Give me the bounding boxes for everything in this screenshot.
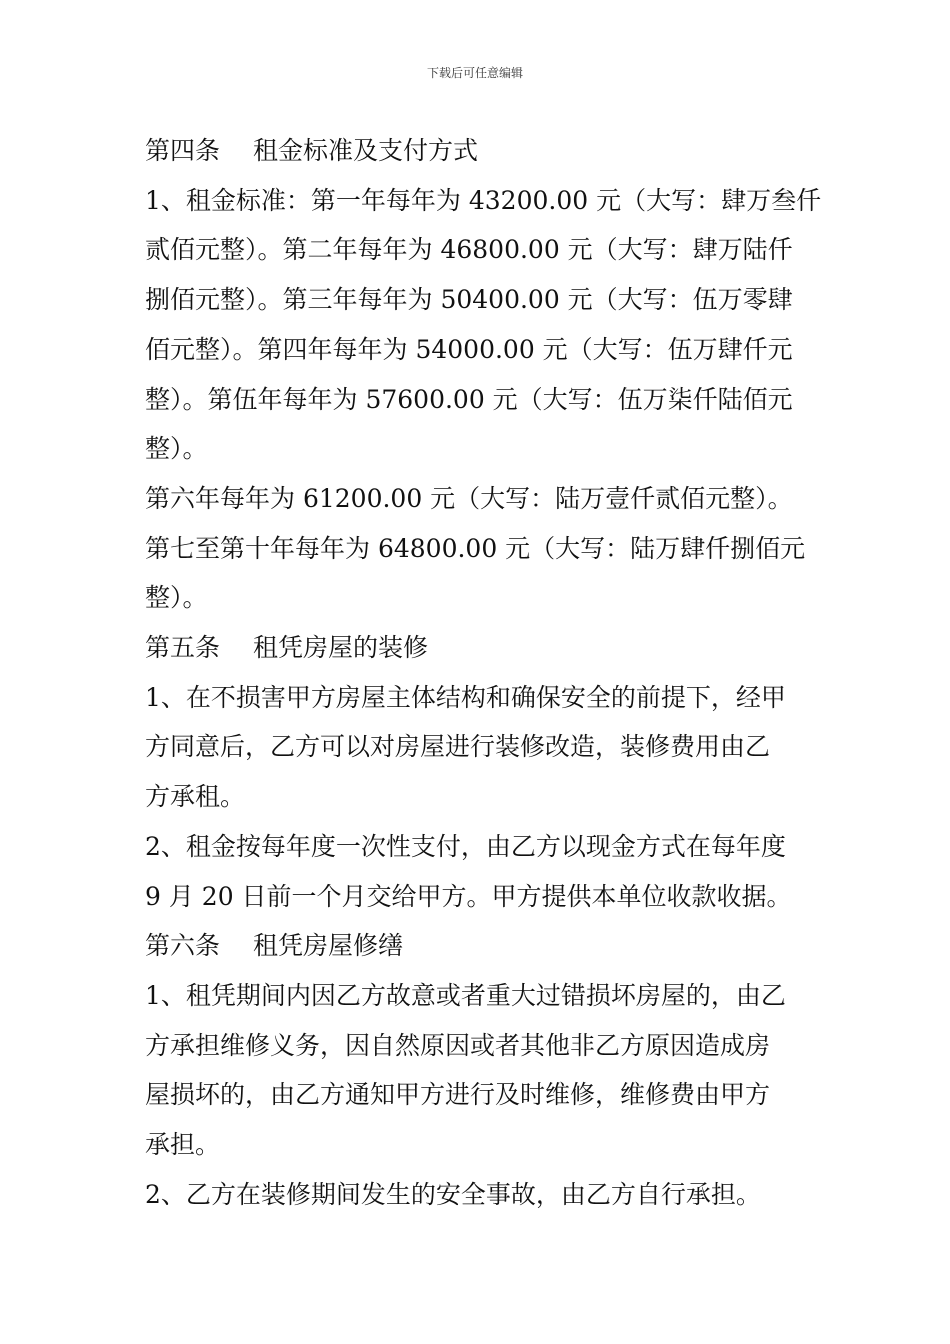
- text-line: 整）。第伍年每年为 57600.00 元（大写：伍万柒仟陆佰元: [145, 384, 793, 414]
- text-line: 2、租金按每年度一次性支付，由乙方以现金方式在每年度: [145, 831, 786, 861]
- article-4-heading: 第四条 租金标准及支付方式: [145, 136, 478, 165]
- text-line: 佰元整）。第四年每年为 54000.00 元（大写：伍万肆仟元: [145, 334, 793, 364]
- text-line: 1、在不损害甲方房屋主体结构和确保安全的前提下，经甲: [145, 682, 786, 712]
- text-line: 1、租凭期间内因乙方故意或者重大过错损坏房屋的，由乙: [145, 980, 786, 1010]
- text-line: 第七至第十年每年为 64800.00 元（大写：陆万肆仟捌佰元: [145, 533, 806, 563]
- text-line: 整）。: [145, 434, 208, 464]
- text-line: 整）。: [145, 583, 208, 613]
- text-line: 方承租。: [145, 782, 246, 812]
- text-line: 方承担维修义务，因自然原因或者其他非乙方原因造成房: [145, 1030, 771, 1060]
- text-line: 2、乙方在装修期间发生的安全事故，由乙方自行承担。: [145, 1179, 761, 1209]
- text-line: 方同意后，乙方可以对房屋进行装修改造，装修费用由乙: [145, 732, 771, 762]
- text-line: 第六年每年为 61200.00 元（大写：陆万壹仟贰佰元整）。: [145, 483, 793, 513]
- article-5-heading: 第五条 租凭房屋的装修: [145, 633, 428, 663]
- article-6-heading: 第六条 租凭房屋修缮: [145, 931, 403, 961]
- text-line: 1、租金标准：第一年每年为 43200.00 元（大写：肆万叁仟: [145, 185, 822, 215]
- text-line: 9 月 20 日前一个月交给甲方。甲方提供本单位收款收据。: [145, 881, 792, 911]
- text-line: 屋损坏的，由乙方通知甲方进行及时维修，维修费由甲方: [145, 1080, 771, 1110]
- text-line: 承担。: [145, 1130, 221, 1160]
- document-body: [145, 126, 822, 1219]
- text-line: 捌佰元整）。第三年每年为 50400.00 元（大写：伍万零肆: [145, 285, 793, 315]
- page-header: 下载后可任意编辑: [426, 66, 523, 80]
- text-line: 贰佰元整）。第二年每年为 46800.00 元（大写：肆万陆仟: [145, 235, 793, 265]
